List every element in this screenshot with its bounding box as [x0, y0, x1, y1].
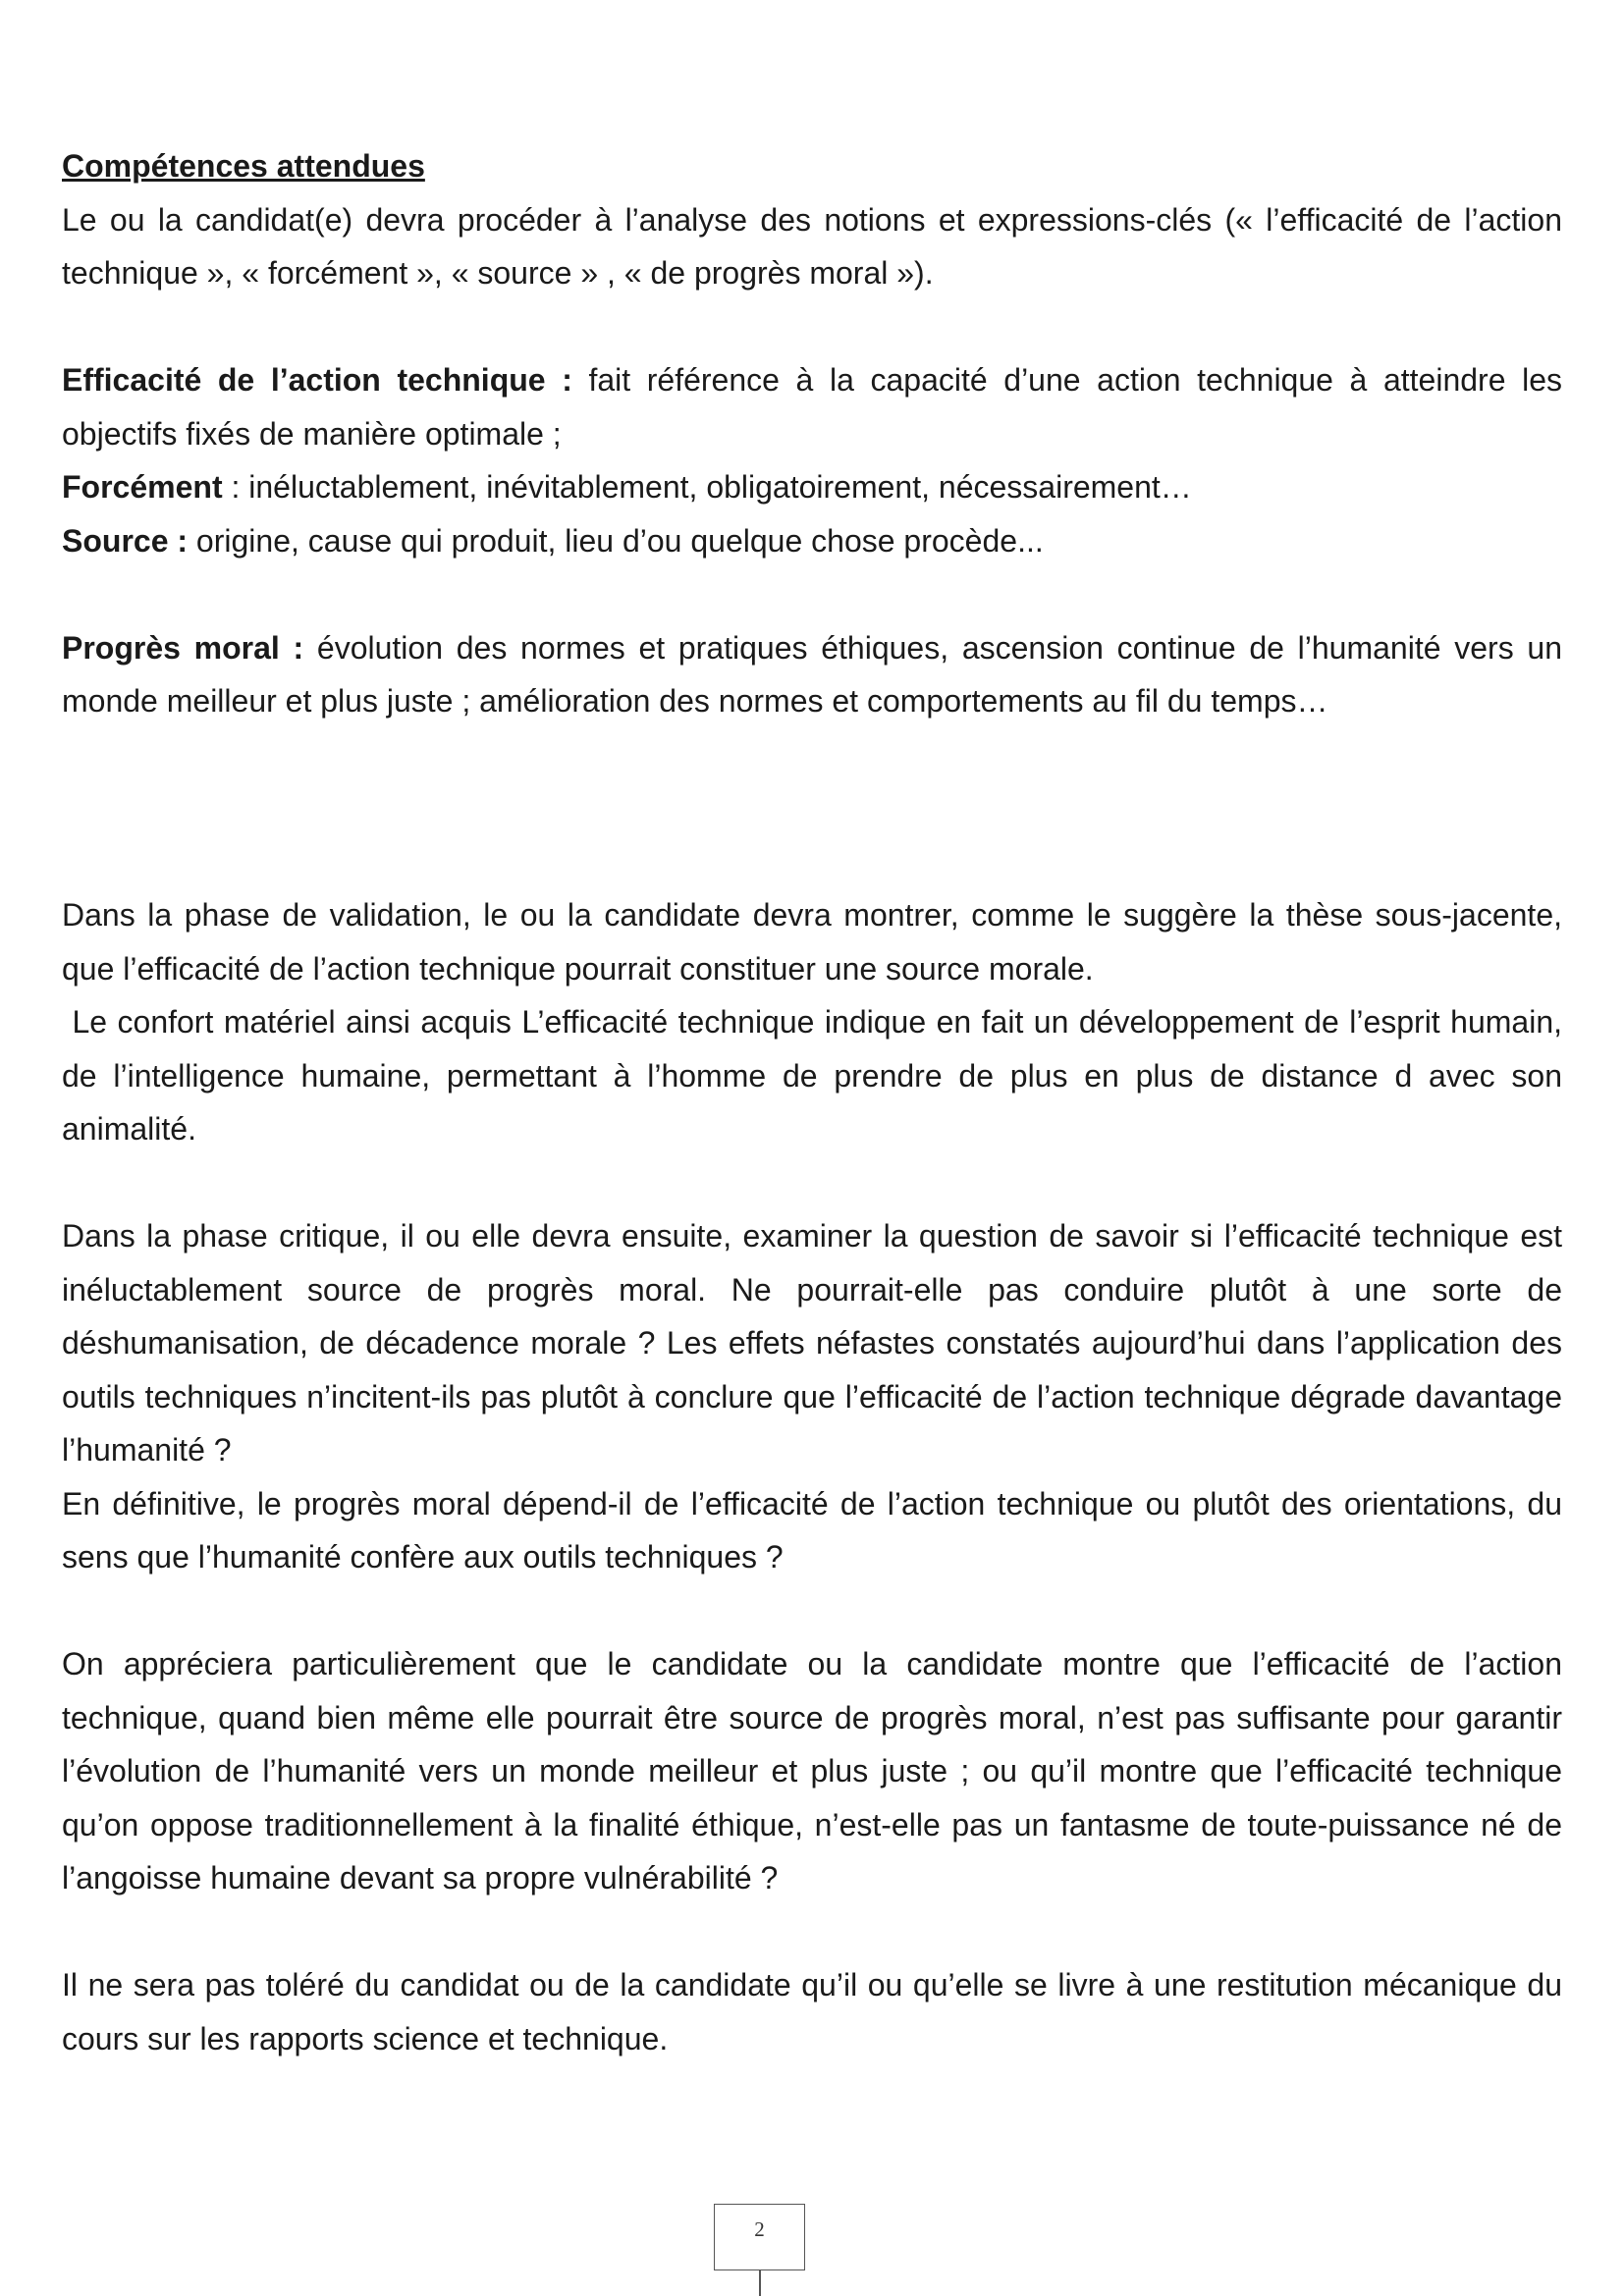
spacer: [62, 1905, 1562, 1959]
definition-term: Progrès moral :: [62, 629, 304, 666]
section-heading: Compétences attendues: [62, 148, 425, 184]
definition-text: : inéluctablement, inévitablement, obligatoirement, nécessairement…: [222, 469, 1192, 505]
spacer: [62, 1584, 1562, 1638]
spacer: [62, 728, 1562, 889]
validation-paragraph-2: Le confort matériel ainsi acquis L’efficacité technique indique en fait un développement de l’esprit humain, de l’intelligence humaine, permettant à l’homme de prendre de plus en plus de distance d avec son animalité.: [62, 1004, 1571, 1147]
definition-term: Forcément: [62, 469, 223, 505]
definition-text: fait référence à la capacité d’une action technique à atteindre les objectifs fixés de manière optimale ;: [62, 362, 1563, 452]
page-number-connector: [759, 2270, 761, 2296]
definition-text: origine, cause qui produit, lieu d’ou quelque chose procède...: [188, 522, 1044, 559]
document-body: [62, 139, 1571, 2065]
critique-paragraph: Dans la phase critique, il ou elle devra ensuite, examiner la question de savoir si l’efficacité technique est inéluctablement source de progrès moral. Ne pourrait-elle pas conduire plutôt à une sorte de déshumanisation, de décadence morale ? Les effets néfastes constatés aujourd’hui dans l’application des outils techniques n’incitent-ils pas plutôt à conclure que l’efficacité de l’action technique dégrade davantage l’humanité ?: [62, 1218, 1562, 1468]
intro-paragraph: Le ou la candidat(e) devra procéder à l’analyse des notions et expressions-clés (« l’efficacité de l’action technique », « forcément », « source » , « de progrès moral »).: [62, 201, 1562, 291]
spacer: [62, 300, 1562, 354]
spacer: [62, 567, 1562, 621]
definition-text: évolution des normes et pratiques éthiques, ascension continue de l’humanité vers un monde meilleur et plus juste ; amélioration des normes et comportements au fil du temps…: [62, 629, 1563, 719]
definition-term: Efficacité de l’action technique :: [62, 362, 572, 398]
appreciation-paragraph: On appréciera particulièrement que le candidate ou la candidate montre que l’efficacité de l’action technique, quand bien même elle pourrait être source de progrès moral, n’est pas suffisante pour garantir l’évolution de l’humanité vers un monde meilleur et plus juste ; ou qu’il montre que l’efficacité technique qu’on oppose traditionnellement à la finalité éthique, n’est-elle pas un fantasme de toute-puissance né de l’angoisse humaine devant sa propre vulnérabilité ?: [62, 1646, 1562, 1896]
definition-efficacite: [62, 353, 1562, 460]
spacer: [62, 1156, 1562, 1210]
warning-paragraph: Il ne sera pas toléré du candidat ou de la candidate qu’il ou qu’elle se livre à une restitution mécanique du cours sur les rapports science et technique.: [62, 1967, 1562, 2056]
definition-term: Source :: [62, 522, 189, 559]
page-number: 2: [714, 2204, 805, 2270]
definition-progres-moral: [62, 621, 1562, 728]
critique-paragraph-2: En définitive, le progrès moral dépend-il de l’efficacité de l’action technique ou plutôt des orientations, du sens que l’humanité confère aux outils techniques ?: [62, 1485, 1562, 1575]
definition-source: [62, 514, 1562, 568]
validation-paragraph: Dans la phase de validation, le ou la candidate devra montrer, comme le suggère la thèse sous-jacente, que l’efficacité de l’action technique pourrait constituer une source morale.: [62, 897, 1562, 987]
definition-forcement: [62, 460, 1562, 514]
